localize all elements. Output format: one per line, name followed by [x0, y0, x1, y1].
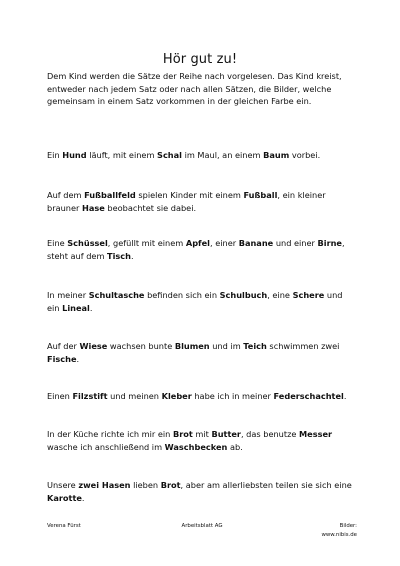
keyword: Banane: [238, 238, 274, 248]
sentence-text: habe ich in meiner: [191, 391, 274, 401]
keyword: Butter: [211, 429, 241, 439]
sentence-text: und ein: [47, 290, 343, 313]
keyword: Fußballfeld: [84, 190, 136, 200]
page-title: Hör gut zu!: [162, 52, 238, 67]
keyword: Wiese: [79, 341, 108, 351]
sentence-text: befinden sich ein: [144, 290, 220, 300]
sentence-text: ab.: [227, 441, 243, 452]
keyword: Schulbuch: [219, 290, 268, 300]
sentence-text: wasche ich anschließend im: [47, 441, 165, 452]
sentence-text: Unsere: [47, 480, 79, 490]
sentence-text: läuft, mit einem: [86, 150, 158, 160]
keyword: Birne: [317, 238, 342, 248]
sentence-text: beobachtet sie dabei.: [104, 202, 197, 213]
sentence-text: und meinen: [107, 391, 162, 401]
sentence-text: Einen: [47, 391, 73, 401]
sentence-text: In meiner: [47, 290, 89, 300]
keyword: Federschachtel: [273, 391, 344, 401]
sentence-5: [47, 340, 357, 365]
sentence-text: Ein: [47, 150, 63, 160]
keyword: Schüssel: [67, 238, 108, 248]
keyword: Schal: [157, 150, 182, 160]
sentence-7: [47, 428, 357, 453]
keyword: Blumen: [174, 341, 210, 351]
footer-author: Verena Fürst: [47, 523, 81, 529]
keyword: Karotte: [47, 492, 82, 503]
keyword: Lineal: [62, 302, 90, 313]
sentence-8: [47, 479, 357, 504]
keyword: Schere: [292, 290, 325, 300]
sentence-text: .: [81, 492, 85, 503]
sentence-1: [47, 149, 357, 162]
sentence-text: wachsen bunte: [107, 341, 175, 351]
keyword: Baum: [263, 150, 290, 160]
sentence-text: und einer: [273, 238, 318, 248]
sentence-6: [47, 390, 357, 403]
keyword: Teich: [243, 341, 267, 351]
sentence-text: , eine: [267, 290, 293, 300]
footer-images-label: Bilder:: [339, 523, 357, 529]
sentence-text: , einer: [209, 238, 239, 248]
footer-images-source: www.nibis.de: [321, 532, 357, 538]
sentence-text: .: [89, 302, 93, 313]
sentence-text: lieben: [130, 480, 161, 490]
keyword: zwei Hasen: [78, 480, 131, 490]
sentence-text: .: [130, 250, 134, 261]
keyword: Brot: [160, 480, 181, 490]
sentence-text: schwimmen zwei: [266, 341, 340, 351]
sentence-text: mit: [192, 429, 212, 439]
sentence-text: , steht auf dem: [47, 238, 345, 261]
sentence-text: Auf dem: [47, 190, 85, 200]
keyword: Fußball: [243, 190, 278, 200]
sentence-text: , das benutze: [240, 429, 300, 439]
keyword: Fische: [47, 353, 77, 364]
sentence-text: spielen Kinder mit einem: [135, 190, 244, 200]
sentence-text: In der Küche richte ich mir ein: [47, 429, 173, 439]
sentence-4: [47, 289, 357, 314]
keyword: Kleber: [161, 391, 192, 401]
keyword: Hund: [62, 150, 87, 160]
keyword: Hase: [81, 202, 105, 213]
keyword: Schultasche: [88, 290, 145, 300]
sentence-text: im Maul, an einem: [181, 150, 264, 160]
footer-center-label: Arbeitsblatt AG: [181, 523, 223, 529]
keyword: Brot: [172, 429, 193, 439]
sentence-text: .: [343, 391, 347, 401]
sentence-text: , ein kleiner brauner: [47, 190, 326, 213]
sentence-text: , gefüllt mit einem: [107, 238, 186, 248]
sentence-2: [47, 189, 357, 214]
sentence-3: [47, 237, 357, 262]
sentence-text: vorbei.: [289, 150, 321, 160]
keyword: Filzstift: [72, 391, 108, 401]
sentence-text: und im: [209, 341, 244, 351]
footer-image-credit: [321, 522, 357, 540]
page-footer: [47, 522, 357, 546]
keyword: Tisch: [107, 250, 131, 261]
sentence-text: Eine: [47, 238, 68, 248]
sentence-text: , aber am allerliebsten teilen sie sich eine: [180, 480, 352, 490]
keyword: Apfel: [185, 238, 210, 248]
keyword: Waschbecken: [164, 441, 228, 452]
sentence-text: .: [76, 353, 80, 364]
keyword: Messer: [299, 429, 333, 439]
intro-paragraph: Dem Kind werden die Sätze der Reihe nach vorgelesen. Das Kind kreist, entweder nach jedem Satz oder nach allen Sätzen, die Bilder, welche gemeinsam in einem Satz vorkommen in der gleichen Farbe ein.: [47, 71, 342, 107]
sentence-text: Auf der: [47, 341, 80, 351]
